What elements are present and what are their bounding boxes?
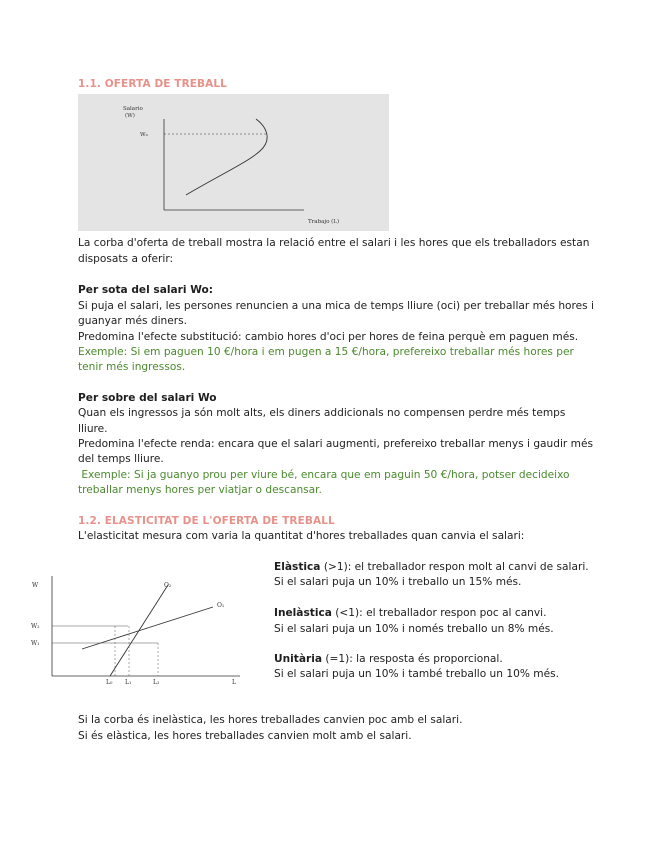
- section-heading-elasticity: 1.2. ELASTICITAT DE L'OFERTA DE TREBALL: [78, 515, 335, 527]
- inelastic-definition: [274, 606, 546, 622]
- intro-line-2: disposats a oferir:: [78, 253, 174, 265]
- w-axis-label: W: [32, 582, 39, 589]
- above-wo-example-1: Exemple: Si ja guanyo prou per viure bé, encara que em paguin 50 €/hora, potser decideixo: [78, 469, 570, 481]
- w2-label: W₂: [31, 623, 40, 630]
- above-wo-example-2: treballar menys hores per viatjar o descansar.: [78, 484, 322, 496]
- l1-label: L₁: [125, 679, 132, 686]
- below-wo-title: Per sota del salari Wo:: [78, 284, 214, 296]
- above-wo-title: Per sobre del salari Wo: [78, 392, 217, 404]
- elastic-supply-line: [82, 607, 213, 649]
- y-axis-label-salario: Salario: [123, 106, 143, 112]
- o1-label: O₁: [217, 602, 225, 609]
- above-wo-line-1: Quan els ingressos ja són molt alts, els diners addicionals no compensen perdre més temps: [78, 407, 566, 419]
- w1-label: W₁: [31, 640, 40, 647]
- labor-supply-figure: [78, 94, 389, 231]
- l0-label: L₀: [106, 679, 113, 686]
- conclusion-line-2: Si és elàstica, les hores treballades canvien molt amb el salari.: [78, 730, 412, 742]
- l-axis-label: L: [232, 679, 236, 686]
- y-axis-label-w: (W): [125, 113, 135, 119]
- unitary-term: Unitària: [274, 653, 322, 665]
- w0-label: W₀: [140, 132, 148, 138]
- unitary-rest: (=1): la resposta és proporcional.: [322, 653, 503, 665]
- inelastic-example: Si el salari puja un 10% i només treballo un 8% més.: [274, 623, 554, 635]
- labor-supply-chart: [78, 94, 389, 231]
- below-wo-line-2: guanyar més diners.: [78, 315, 187, 327]
- elastic-definition: [274, 560, 589, 576]
- inelastic-term: Inelàstica: [274, 607, 332, 619]
- supply-curve: [186, 119, 267, 195]
- x-axis-label: Trabajo (L): [308, 219, 340, 225]
- unitary-definition: [274, 652, 503, 668]
- above-wo-line-3: Predomina l'efecte renda: encara que el salari augmenti, prefereixo treballar menys i gaudir més: [78, 438, 594, 450]
- elastic-rest: (>1): el treballador respon molt al canvi de salari.: [320, 561, 589, 573]
- below-wo-example-1: Exemple: Si em paguen 10 €/hora i em pugen a 15 €/hora, prefereixo treballar més hores per: [78, 346, 574, 358]
- elasticity-chart: [28, 570, 246, 692]
- unitary-example: Si el salari puja un 10% i també treballo un 10% més.: [274, 668, 559, 680]
- intro-line-1: La corba d'oferta de treball mostra la relació entre el salari i les hores que els treballadors estan: [78, 237, 590, 249]
- above-wo-line-2: lliure.: [78, 423, 108, 435]
- below-wo-example-2: tenir més ingressos.: [78, 361, 186, 373]
- above-wo-line-4: del temps lliure.: [78, 453, 164, 465]
- elastic-term: Elàstica: [274, 561, 321, 573]
- elasticity-intro: L'elasticitat mesura com varia la quantitat d'hores treballades quan canvia el salari:: [78, 530, 525, 542]
- elasticity-figure: [28, 570, 246, 692]
- section-heading-labor-supply: 1.1. OFERTA DE TREBALL: [78, 78, 227, 90]
- inelastic-rest: (<1): el treballador respon poc al canvi.: [331, 607, 547, 619]
- l2-label: L₂: [153, 679, 160, 686]
- below-wo-line-1: Si puja el salari, les persones renuncien a una mica de temps lliure (oci) per treballar més hores i: [78, 300, 595, 312]
- below-wo-line-3: Predomina l'efecte substitució: cambio hores d'oci per hores de feina perquè em paguen més.: [78, 331, 579, 343]
- o2-label: O₂: [164, 582, 172, 589]
- elastic-example: Si el salari puja un 10% i treballo un 15% més.: [274, 576, 522, 588]
- conclusion-line-1: Si la corba és inelàstica, les hores treballades canvien poc amb el salari.: [78, 714, 463, 726]
